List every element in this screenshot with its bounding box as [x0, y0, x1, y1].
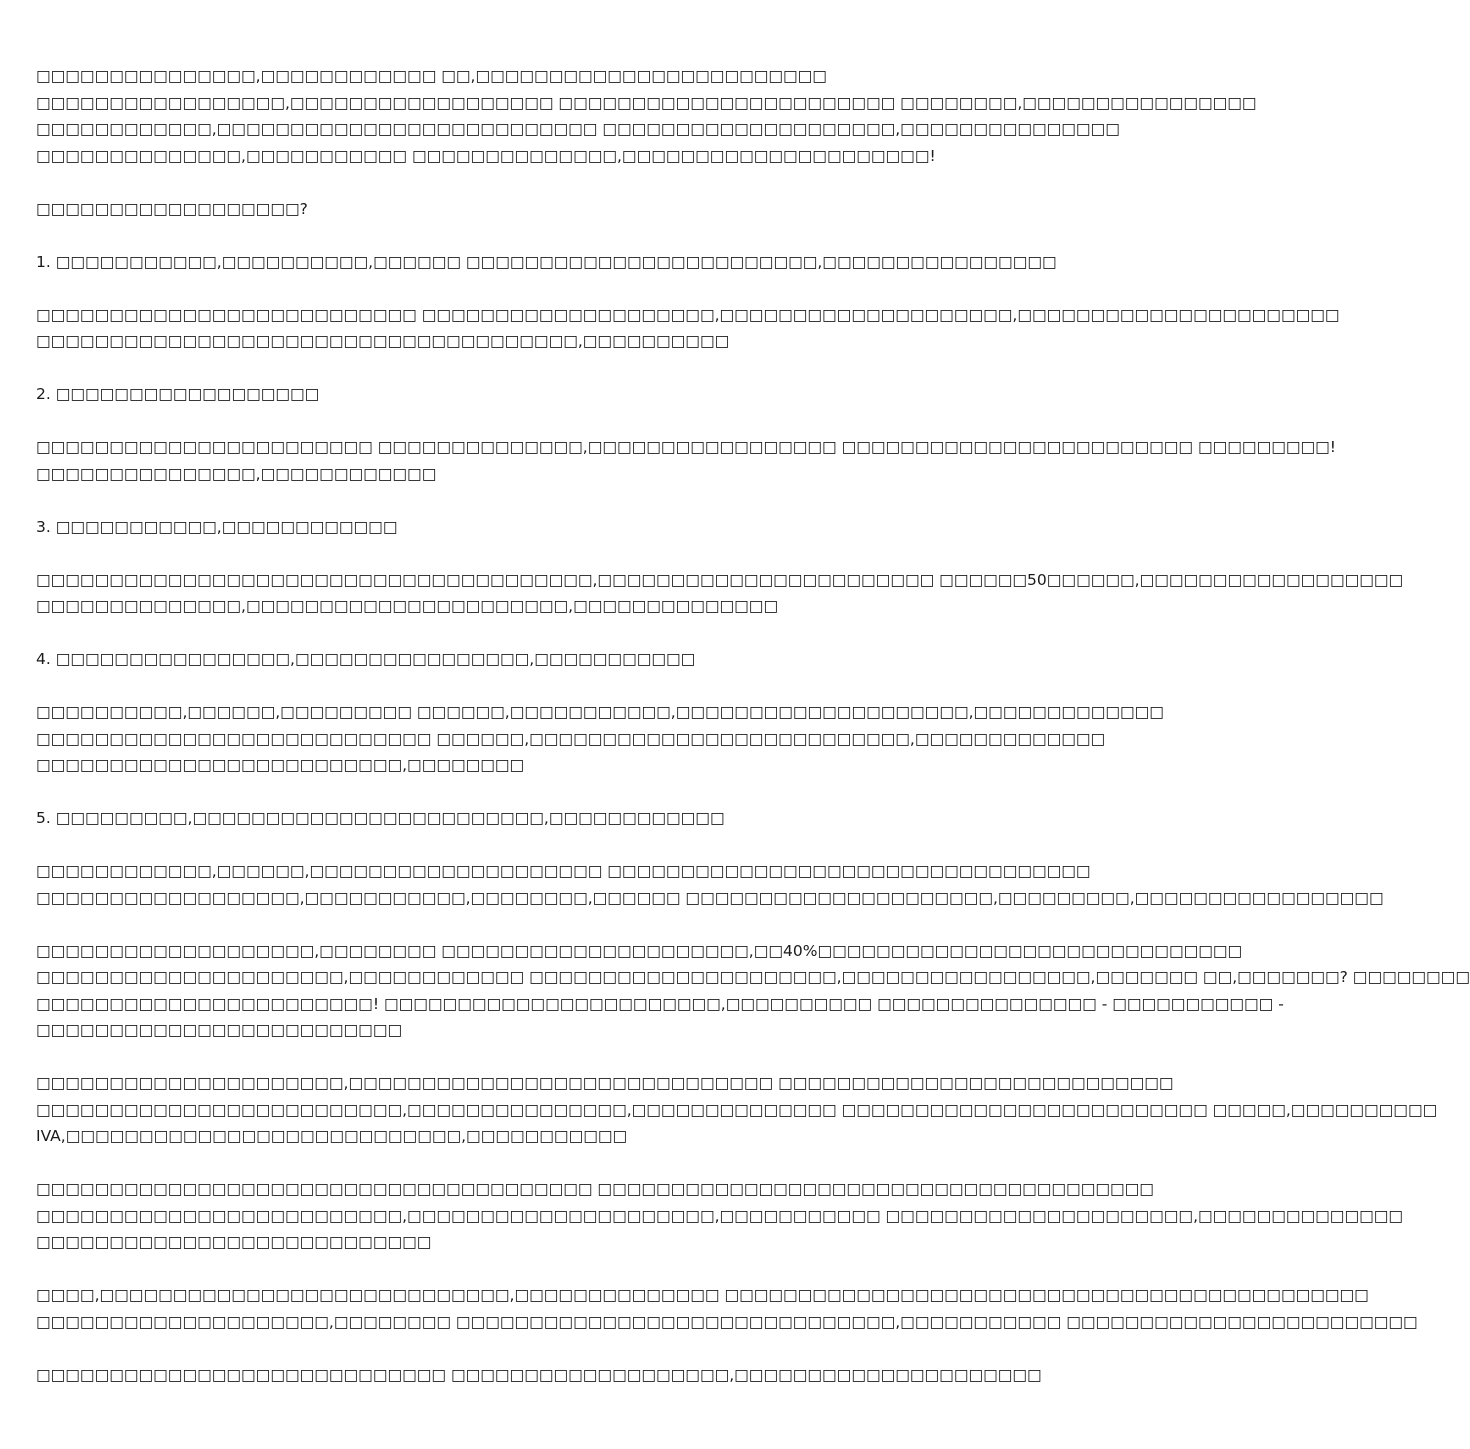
text-line: 4. □□□□□□□□□□□□□□□□,□□□□□□□□□□□□□□□□,□□□□□□□□□□□	[36, 650, 696, 668]
text-line: □□□□□□□□□□□□□□□□□□□□□□□□□,□□□□□□□□□□□□□□□,□□□□□□□□□□□□□□ □□□□□□□□□□□□□□□□□□□□□□□□□ □□□□□,□□□□□□□□□□	[36, 1100, 1438, 1119]
paragraph	[36, 567, 1404, 620]
text-line: □□□□□□□□□□□□□□□□□□□□□□□□□□□□□□□□□□□□□□ □□□□□□□□□□□□□□□□□□□□□□□□□□□□□□□□□□□□□□	[36, 1180, 1154, 1198]
text-line: 2. □□□□□□□□□□□□□□□□□□	[36, 385, 320, 403]
text-line: 5. □□□□□□□□□,□□□□□□□□□□□□□□□□□□□□□□□□,□□□□□□□□□□□□	[36, 809, 725, 827]
paragraph	[36, 1176, 1404, 1256]
text-line: □□□□□□□□□□□□□□□□□□□□□□□ □□□□□□□□□□□□□□,□□□□□□□□□□□□□□□□□ □□□□□□□□□□□□□□□□□□□□□□□□ □□□□□□□□□!	[36, 438, 1337, 456]
text-line: □□□□□□□□□□□□□□□□□□□□□□□□□□□□□□□□□□□□□,□□□□□□□□□□	[36, 332, 730, 350]
paragraph	[36, 858, 1384, 911]
text-line: □□□□□□□□□□□□□□□□□□□□□□□□□□□ □□□□□□,□□□□□□□□□□□□□□□□□□□□□□□□□□,□□□□□□□□□□□□□	[36, 729, 1106, 748]
paragraph	[36, 302, 1340, 355]
text-line: □□□□,□□□□□□□□□□□□□□□□□□□□□□□□□□□□,□□□□□□□□□□□□□□ □□□□□□□□□□□□□□□□□□□□□□□□□□□□□□□□□□□□□□□□□□□□	[36, 1286, 1369, 1304]
paragraph	[36, 938, 1470, 1044]
paragraph	[36, 514, 991, 541]
text-line: □□□□□□□□□□□□□□□□□□□□□□□□□	[36, 1021, 403, 1039]
paragraph	[36, 249, 1057, 276]
text-line: □□□□□□□□□□□□□□□□□□□□□□□□□□ □□□□□□□□□□□□□□□□□□□□,□□□□□□□□□□□□□□□□□□□□,□□□□□□□□□□□□□□□□□□□□□□	[36, 305, 1340, 324]
text-line: □□□□□□□□□□□□□□□□□□□□□,□□□□□□□□□□□□ □□□□□□□□□□□□□□□□□□□□□,□□□□□□□□□□□□□□□□□,□□□□□□□ □□,□□□□□□□? □□□□□□□□	[36, 968, 1470, 986]
text-line: □□□□□□□□□□□□□□□□□□,□□□□□□□□□□□,□□□□□□□□,□□□□□□ □□□□□□□□□□□□□□□□□□□□□,□□□□□□□□□,□□□□□□□□□□□□□□□□□	[36, 888, 1384, 907]
text-line: □□□□□□□□□□□□□□□,□□□□□□□□□□□□	[36, 464, 437, 483]
text-line: □□□□□□□□□□□□□□□□□□□□□,□□□□□□□□□□□□□□□□□□□□□□□□□□□□□ □□□□□□□□□□□□□□□□□□□□□□□□□□□	[36, 1074, 1174, 1092]
paragraph	[36, 1362, 1042, 1389]
text-line: 3. □□□□□□□□□□□,□□□□□□□□□□□□	[36, 517, 398, 536]
text-line: □□□□□□□□□□□□□□□□□□□□□□□! □□□□□□□□□□□□□□□□□□□□□□□,□□□□□□□□□□ □□□□□□□□□□□□□□□ - □□□□□□□□□□□ -	[36, 994, 1284, 1013]
text-line: □□□□□□□□□□□□□□□□□□□□□□□□□,□□□□□□□□□□□□□□□□□□□□□,□□□□□□□□□□□ □□□□□□□□□□□□□□□□□□□□□,□□□□□□□□□□□□□□	[36, 1206, 1404, 1225]
paragraph	[36, 805, 991, 832]
paragraph	[36, 381, 991, 408]
paragraph	[36, 1282, 1418, 1335]
text-line: □□□□□□□□□□□□□□□□□□□□□□□□□□□	[36, 1233, 432, 1251]
text-line: □□□□□□□□□□□□□□□□□□□□□□□□□□□□□□□□□□□□□□,□□□□□□□□□□□□□□□□□□□□□□□ □□□□□□50□□□□□□,□□□□□□□□□□□□□□□□□□	[36, 570, 1404, 589]
paragraph	[36, 646, 991, 673]
section-question	[36, 196, 991, 223]
paragraph	[36, 434, 1337, 487]
text-line: □□□□□□□□□□□□□□□□□□□□,□□□□□□□□ □□□□□□□□□□□□□□□□□□□□□□□□□□□□□□,□□□□□□□□□□□ □□□□□□□□□□□□□□□□□□□□□□□□	[36, 1312, 1418, 1331]
text-line: □□□□□□□□□□□□,□□□□□□□□□□□□□□□□□□□□□□□□□□ □□□□□□□□□□□□□□□□□□□□,□□□□□□□□□□□□□□□	[36, 120, 1120, 138]
text-line: □□□□□□□□□□□□□□□□□□□,□□□□□□□□ □□□□□□□□□□□□□□□□□□□□□,□□40%□□□□□□□□□□□□□□□□□□□□□□□□□□□□□	[36, 941, 1243, 960]
text-line: 1. □□□□□□□□□□□,□□□□□□□□□□,□□□□□□ □□□□□□□□□□□□□□□□□□□□□□□□,□□□□□□□□□□□□□□□□	[36, 252, 1057, 271]
text-line: □□□□□□□□□□□□□□□,□□□□□□□□□□□□ □□,□□□□□□□□□□□□□□□□□□□□□□□□	[36, 67, 827, 85]
text-line: □□□□□□□□□□□□□□,□□□□□□□□□□□ □□□□□□□□□□□□□□,□□□□□□□□□□□□□□□□□□□□□!	[36, 146, 936, 165]
paragraph	[36, 63, 1257, 169]
text-line: □□□□□□□□□□□□□□□□□,□□□□□□□□□□□□□□□□□□ □□□□□□□□□□□□□□□□□□□□□□□ □□□□□□□□,□□□□□□□□□□□□□□□□	[36, 93, 1257, 112]
text-line: □□□□□□□□□□□□□□□□□□?	[36, 199, 308, 218]
text-line: □□□□□□□□□□□□,□□□□□□,□□□□□□□□□□□□□□□□□□□□ □□□□□□□□□□□□□□□□□□□□□□□□□□□□□□□□□	[36, 862, 1091, 880]
text-line: □□□□□□□□□□□□□□□□□□□□□□□□□□□□ □□□□□□□□□□□□□□□□□□□,□□□□□□□□□□□□□□□□□□□□□	[36, 1365, 1042, 1384]
text-line: IVA,□□□□□□□□□□□□□□□□□□□□□□□□□□□,□□□□□□□□□□□	[36, 1127, 628, 1145]
paragraph	[36, 699, 1164, 779]
paragraph	[36, 1070, 1438, 1150]
text-line: □□□□□□□□□□□□□□□□□□□□□□□□□,□□□□□□□□	[36, 756, 525, 774]
text-line: □□□□□□□□□□,□□□□□□,□□□□□□□□□ □□□□□□,□□□□□□□□□□□,□□□□□□□□□□□□□□□□□□□□,□□□□□□□□□□□□□	[36, 703, 1164, 721]
text-line: □□□□□□□□□□□□□□,□□□□□□□□□□□□□□□□□□□□□□,□□□□□□□□□□□□□□	[36, 597, 779, 615]
document-body	[36, 63, 1470, 1415]
